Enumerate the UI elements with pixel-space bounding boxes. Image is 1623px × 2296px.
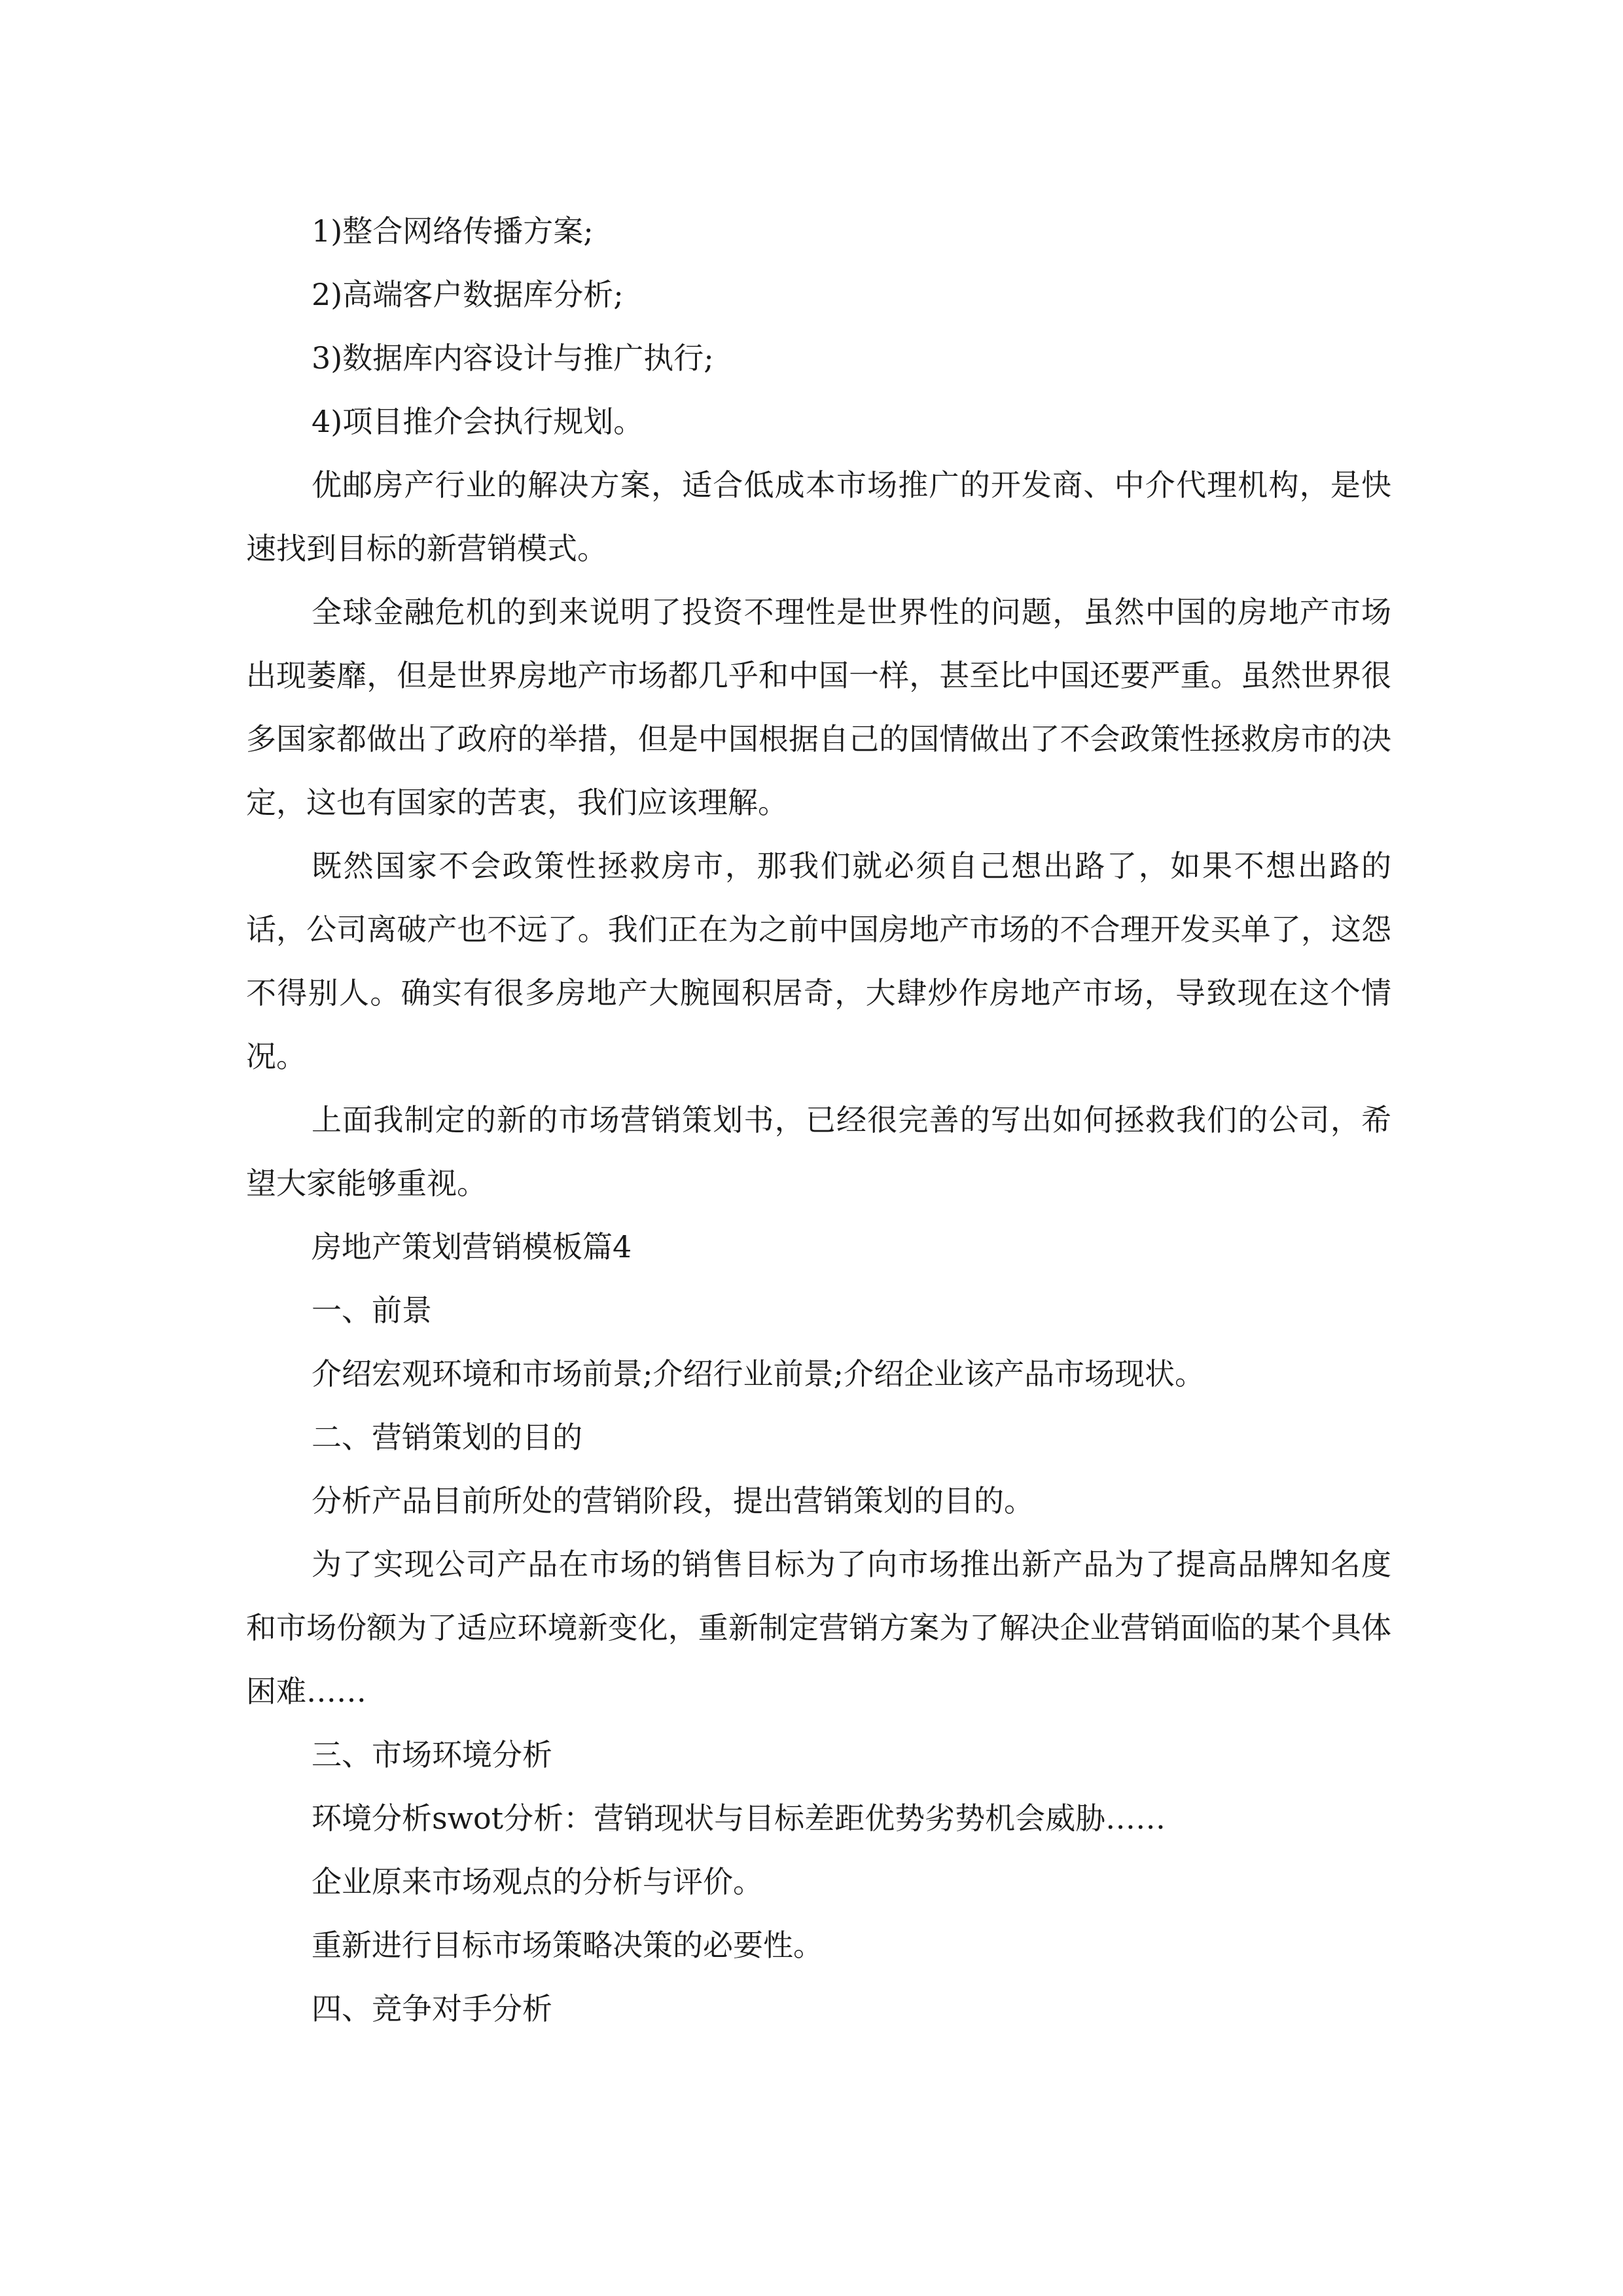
list-item: 2)高端客户数据库分析; [312,277,624,312]
body-paragraph: 重新进行目标市场策略决策的必要性。 [312,1928,823,1963]
list-item: 3)数据库内容设计与推广执行; [312,340,714,376]
document-body [246,200,1391,2041]
body-paragraph: 分析产品目前所处的营销阶段，提出营销策划的目的。 [312,1483,1034,1518]
body-paragraph: 为了实现公司产品在市场的销售目标为了向市场推出新产品为了提高品牌知名度和市场份额为了适应环境新变化，重新制定营销方案为了解决企业营销面临的某个具体困难…… [246,1547,1391,1709]
section-heading: 二、营销策划的目的 [312,1420,582,1455]
body-paragraph: 上面我制定的新的市场营销策划书，已经很完善的写出如何拯救我们的公司，希望大家能够重视。 [246,1102,1391,1201]
body-paragraph: 介绍宏观环境和市场前景;介绍行业前景;介绍企业该产品市场现状。 [312,1356,1205,1391]
body-paragraph: 环境分析swot分析：营销现状与目标差距优势劣势机会威胁…… [312,1801,1166,1836]
section-heading: 三、市场环境分析 [312,1737,552,1772]
section-heading: 四、竞争对手分析 [312,1991,552,2026]
list-item: 4)项目推介会执行规划。 [312,404,644,439]
body-paragraph: 企业原来市场观点的分析与评价。 [312,1864,763,1899]
section-heading: 一、前景 [312,1293,432,1328]
list-item: 1)整合网络传播方案; [312,213,594,249]
body-paragraph: 既然国家不会政策性拯救房市，那我们就必须自己想出路了，如果不想出路的话，公司离破产也不远了。我们正在为之前中国房地产市场的不合理开发买单了，这怨不得别人。确实有很多房地产大腕囤积居奇，大肆炒作房地产市场，导致现在这个情况。 [246,848,1391,1074]
body-paragraph: 全球金融危机的到来说明了投资不理性是世界性的问题，虽然中国的房地产市场出现萎靡，但是世界房地产市场都几乎和中国一样，甚至比中国还要严重。虽然世界很多国家都做出了政府的举措，但是中国根据自己的国情做出了不会政策性拯救房市的决定，这也有国家的苦衷，我们应该理解。 [246,594,1391,820]
body-paragraph: 优邮房产行业的解决方案，适合低成本市场推广的开发商、中介代理机构，是快速找到目标的新营销模式。 [246,467,1391,566]
section-title: 房地产策划营销模板篇4 [312,1229,632,1265]
